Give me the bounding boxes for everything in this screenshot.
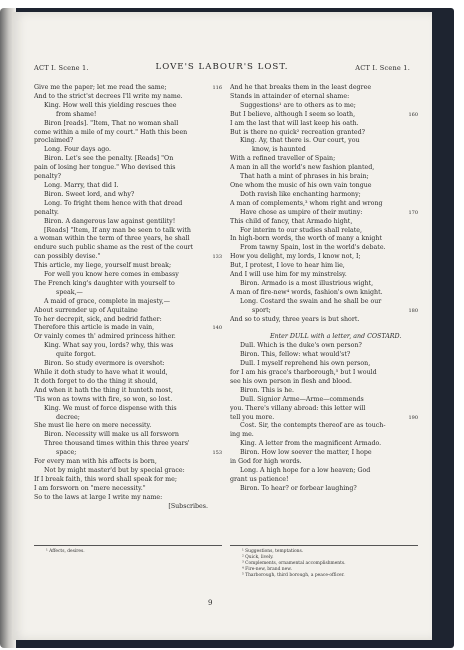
line-text: That hath a mint of phrases in his brain; — [240, 173, 369, 181]
line-text: know, is haunted — [252, 146, 306, 154]
header-title: LOVE'S LABOUR'S LOST. — [155, 62, 289, 72]
text-line — [230, 271, 418, 280]
line-text: She must lie here on mere necessity. — [34, 422, 152, 430]
header-left: ACT I. Scene 1. — [34, 64, 89, 72]
line-text: One whom the music of his own vain tongue — [230, 181, 372, 189]
line-text: Cost. Sir, the contempts thereof are as touch- — [240, 422, 386, 430]
text-line — [34, 84, 222, 93]
text-line — [34, 494, 222, 503]
line-text: For every man with his affects is born, — [34, 458, 157, 466]
line-text: And so to study, three years is but short. — [230, 315, 360, 323]
text-line — [230, 227, 418, 236]
running-header — [34, 62, 410, 74]
text-line — [230, 360, 418, 369]
line-text: From tawny Spain, lost in the world's debate. — [240, 244, 386, 252]
text-line — [34, 458, 222, 467]
line-text: Give me the paper; let me read the same; — [34, 84, 167, 91]
text-line — [230, 476, 418, 485]
line-text: Biron. A dangerous law against gentility! — [44, 217, 176, 225]
line-text: [Subscribes. — [168, 502, 208, 510]
text-line — [34, 431, 222, 440]
text-line — [230, 120, 418, 129]
left-column — [34, 84, 222, 512]
line-text: Biron. So study evermore is overshot: — [44, 360, 165, 368]
line-text: Three thousand times within this three years' — [44, 440, 190, 448]
footnote: ² Quick, lively. — [242, 555, 274, 560]
page-number: 9 — [208, 599, 213, 607]
text-line — [230, 431, 418, 440]
line-text: While it doth study to have what it would, — [34, 369, 168, 376]
text-line — [230, 289, 418, 298]
footnote-rule-left — [34, 545, 222, 546]
text-line — [230, 235, 418, 244]
line-text: Biron. Let's see the penalty. [Reads] "On — [44, 155, 174, 163]
line-text: Biron. To hear? or forbear laughing? — [240, 484, 357, 492]
text-line — [230, 369, 418, 378]
line-text: Have chose as umpire of their mutiny: — [240, 208, 363, 216]
text-line — [230, 396, 418, 405]
header-right: ACT I. Scene 1. — [355, 64, 410, 72]
text-line — [34, 173, 222, 182]
book-page — [12, 12, 432, 640]
footnote: ¹ Suggestions, temptations. — [242, 549, 304, 554]
text-line — [230, 378, 418, 387]
line-text: in God for high words. — [230, 458, 302, 466]
text-line — [230, 458, 418, 467]
text-line — [34, 405, 222, 414]
line-text: penalty? — [34, 173, 62, 181]
text-line — [34, 324, 222, 333]
text-line — [230, 137, 418, 146]
text-line — [230, 182, 418, 191]
footnote: ¹ Affects, desires. — [46, 549, 85, 554]
text-line — [230, 102, 418, 111]
text-line — [230, 209, 418, 218]
text-line — [34, 503, 222, 512]
line-text: King. Ay, that there is. Our court, you — [240, 137, 360, 145]
line-text: Biron. Armado is a most illustrious wight, — [240, 279, 374, 287]
line-number: 140 — [212, 325, 222, 332]
line-text: grant us patience! — [230, 475, 289, 483]
line-text: Biron. Necessity will make us all forsworn — [44, 431, 179, 439]
line-text: a woman within the term of three years, he shall — [34, 235, 190, 243]
line-text: And when it hath the thing it hunteth most, — [34, 386, 173, 394]
line-text: from shame! — [56, 110, 97, 118]
line-text: Biron. Sweet lord, and why? — [44, 190, 135, 198]
text-line — [230, 84, 418, 93]
text-line — [230, 129, 418, 138]
text-line — [34, 93, 222, 102]
line-text: quite forgot. — [56, 351, 96, 359]
line-text: King. How well this yielding rescues thee — [44, 101, 177, 109]
line-number: 190 — [408, 414, 418, 421]
line-text: This article, my liege, yourself must break; — [34, 262, 172, 270]
text-line — [230, 316, 418, 325]
line-text: But, I protest, I love to hear him lie, — [230, 262, 345, 270]
text-line — [230, 467, 418, 476]
text-line — [230, 351, 418, 360]
line-text: But I believe, although I seem so loath, — [230, 110, 356, 118]
text-line — [34, 422, 222, 431]
line-text: Biron. This is he. — [240, 386, 295, 394]
text-line — [34, 298, 222, 307]
text-line — [230, 262, 418, 271]
line-text: decree; — [56, 413, 80, 421]
line-text: For interim to our studies shall relate, — [240, 226, 362, 234]
line-text: A man of complements,³ whom right and wrong — [230, 199, 383, 207]
text-line — [34, 209, 222, 218]
line-text: Suggestions¹ are to others as to me; — [240, 101, 356, 109]
text-line — [230, 191, 418, 200]
line-text: Long. Four days ago. — [44, 146, 111, 154]
text-line — [34, 111, 222, 120]
text-line — [34, 227, 222, 236]
text-line — [34, 102, 222, 111]
text-line — [230, 307, 418, 316]
line-text: Enter DULL with a letter, and COSTARD. — [270, 333, 402, 341]
text-line — [34, 129, 222, 138]
text-line — [34, 271, 222, 280]
line-text: A maid of grace, complete in majesty,— — [44, 297, 171, 305]
text-line — [230, 173, 418, 182]
line-text: With a refined traveller of Spain; — [230, 155, 336, 163]
line-number: 180 — [408, 307, 418, 314]
line-number: 170 — [408, 209, 418, 216]
text-line — [230, 422, 418, 431]
text-line — [230, 111, 418, 120]
text-line — [230, 449, 418, 458]
text-line — [230, 387, 418, 396]
text-line — [230, 342, 418, 351]
text-line — [34, 396, 222, 405]
line-text: Biron. This, fellow: what would'st? — [240, 351, 351, 359]
text-line — [34, 449, 222, 458]
line-text: But is there no quick² recreation granted? — [230, 128, 365, 136]
text-line — [230, 155, 418, 164]
text-line — [34, 262, 222, 271]
text-line — [34, 440, 222, 449]
line-text: Therefore this article is made in vain, — [34, 324, 155, 332]
text-line — [34, 414, 222, 423]
line-text: come within a mile of my court." Hath this been — [34, 128, 188, 136]
line-text: you. There's villany abroad: this letter will — [230, 404, 366, 412]
text-line — [34, 120, 222, 129]
text-line — [34, 378, 222, 387]
line-number: 116 — [212, 85, 222, 91]
line-text: I am forsworn on "mere necessity." — [34, 484, 146, 492]
line-text: penalty. — [34, 208, 59, 216]
line-text: About surrender up of Aquitaine — [34, 306, 138, 314]
line-text: For well you know here comes in embassy — [44, 271, 179, 279]
text-line — [230, 164, 418, 173]
text-line — [34, 387, 222, 396]
footnote: ⁵ Tharborough, third borough, a peace-officer. — [242, 573, 345, 578]
text-line — [34, 342, 222, 351]
line-text: Long. To fright them hence with that dread — [44, 199, 183, 207]
text-line — [34, 191, 222, 200]
line-text: If I break faith, this word shall speak for me; — [34, 475, 177, 483]
footnote-rule-right — [230, 545, 418, 546]
text-line — [34, 218, 222, 227]
line-text: It doth forget to do the thing it should, — [34, 377, 158, 385]
text-line — [230, 253, 418, 262]
text-line — [230, 280, 418, 289]
text-line — [230, 405, 418, 414]
text-line — [34, 467, 222, 476]
line-text: speak,— — [56, 288, 83, 296]
text-line — [230, 93, 418, 102]
line-text: sport; — [252, 306, 271, 314]
line-text: Doth ravish like enchanting harmony; — [240, 190, 361, 198]
text-line — [230, 200, 418, 209]
text-line — [230, 333, 418, 342]
text-line — [34, 369, 222, 378]
text-line — [230, 146, 418, 155]
line-text: space; — [56, 449, 77, 457]
right-column — [230, 84, 418, 494]
text-line — [230, 244, 418, 253]
line-text: Not by might master'd but by special grace: — [44, 466, 185, 474]
line-text: Dull. Which is the duke's own person? — [240, 342, 362, 350]
text-line — [230, 324, 418, 333]
line-text: Biron [reads]. "Item, That no woman shall — [44, 119, 179, 127]
line-text: Dull. Signior Arme—Arme—commends — [240, 395, 364, 403]
text-line — [34, 316, 222, 325]
line-text — [230, 324, 232, 331]
line-text: can possibly devise." — [34, 253, 101, 261]
text-line — [34, 155, 222, 164]
line-text: pain of losing her tongue." Who devised this — [34, 164, 176, 172]
line-text: Or vainly comes th' admired princess hither. — [34, 333, 176, 341]
text-line — [34, 485, 222, 494]
line-text: tell you more. — [230, 413, 275, 421]
line-text: And to the strict'st decrees I'll write my name. — [34, 92, 183, 100]
line-text: A man in all the world's new fashion planted, — [230, 164, 375, 172]
text-line — [34, 244, 222, 253]
text-line — [34, 307, 222, 316]
line-text: ing me. — [230, 431, 254, 439]
line-text: King. What say you, lords? why, this was — [44, 342, 174, 350]
text-line — [34, 200, 222, 209]
line-text: for I am his grace's tharborough,⁵ but I would — [230, 369, 377, 376]
line-text: So to the laws at large I write my name: — [34, 493, 163, 501]
footnotes-right — [242, 549, 422, 579]
text-line — [34, 164, 222, 173]
line-text: Dull. I myself reprehend his own person, — [240, 360, 371, 368]
text-line — [34, 289, 222, 298]
text-line — [34, 351, 222, 360]
text-line — [230, 218, 418, 227]
line-number: 160 — [408, 111, 418, 118]
line-text: 'Tis won as towns with fire, so won, so lost. — [34, 395, 173, 403]
footnote: ³ Complements, ornamental accomplishments. — [242, 561, 346, 566]
text-line — [34, 235, 222, 244]
line-number: 153 — [212, 450, 222, 457]
line-text: see his own person in flesh and blood. — [230, 377, 352, 385]
text-line — [34, 146, 222, 155]
line-text: How you delight, my lords, I know not, I; — [230, 253, 361, 261]
line-text: This child of fancy, that Armado hight, — [230, 217, 353, 225]
line-text: [Reads] "Item, If any man be seen to talk with — [44, 226, 191, 234]
text-line — [34, 476, 222, 485]
line-number: 133 — [212, 254, 222, 261]
line-text: Long. Costard the swain and he shall be our — [240, 297, 382, 305]
text-line — [34, 182, 222, 191]
text-line — [34, 253, 222, 262]
text-line — [230, 414, 418, 423]
text-line — [230, 485, 418, 494]
text-line — [34, 360, 222, 369]
footnote: ⁴ Fire-new, brand new. — [242, 567, 292, 572]
line-text: King. We must of force dispense with this — [44, 404, 177, 412]
line-text: proclaimed? — [34, 137, 74, 145]
line-text: Long. Marry, that did I. — [44, 181, 119, 189]
text-line — [230, 298, 418, 307]
text-line — [34, 280, 222, 289]
line-text: Biron. How low soever the matter, I hope — [240, 449, 372, 457]
line-text: King. A letter from the magnificent Armado. — [240, 440, 382, 448]
line-text: And I will use him for my minstrelsy. — [230, 271, 347, 279]
line-text: Stands in attainder of eternal shame: — [230, 92, 350, 100]
line-text: A man of fire-new⁴ words, fashion's own knight. — [230, 288, 383, 296]
text-line — [34, 333, 222, 342]
line-text: And he that breaks them in the least degree — [230, 84, 372, 91]
footnotes-left — [46, 549, 85, 555]
line-text: endure such public shame as the rest of the court — [34, 244, 194, 252]
line-text: In high-born words, the worth of many a knight — [230, 235, 382, 243]
line-text: The French king's daughter with yourself to — [34, 279, 175, 287]
text-line — [34, 137, 222, 146]
line-text: I am the last that will last keep his oath. — [230, 119, 359, 127]
text-line — [230, 440, 418, 449]
line-text: To her decrepit, sick, and bedrid father: — [34, 315, 162, 323]
line-text: Long. A high hope for a low heaven; God — [240, 466, 371, 474]
